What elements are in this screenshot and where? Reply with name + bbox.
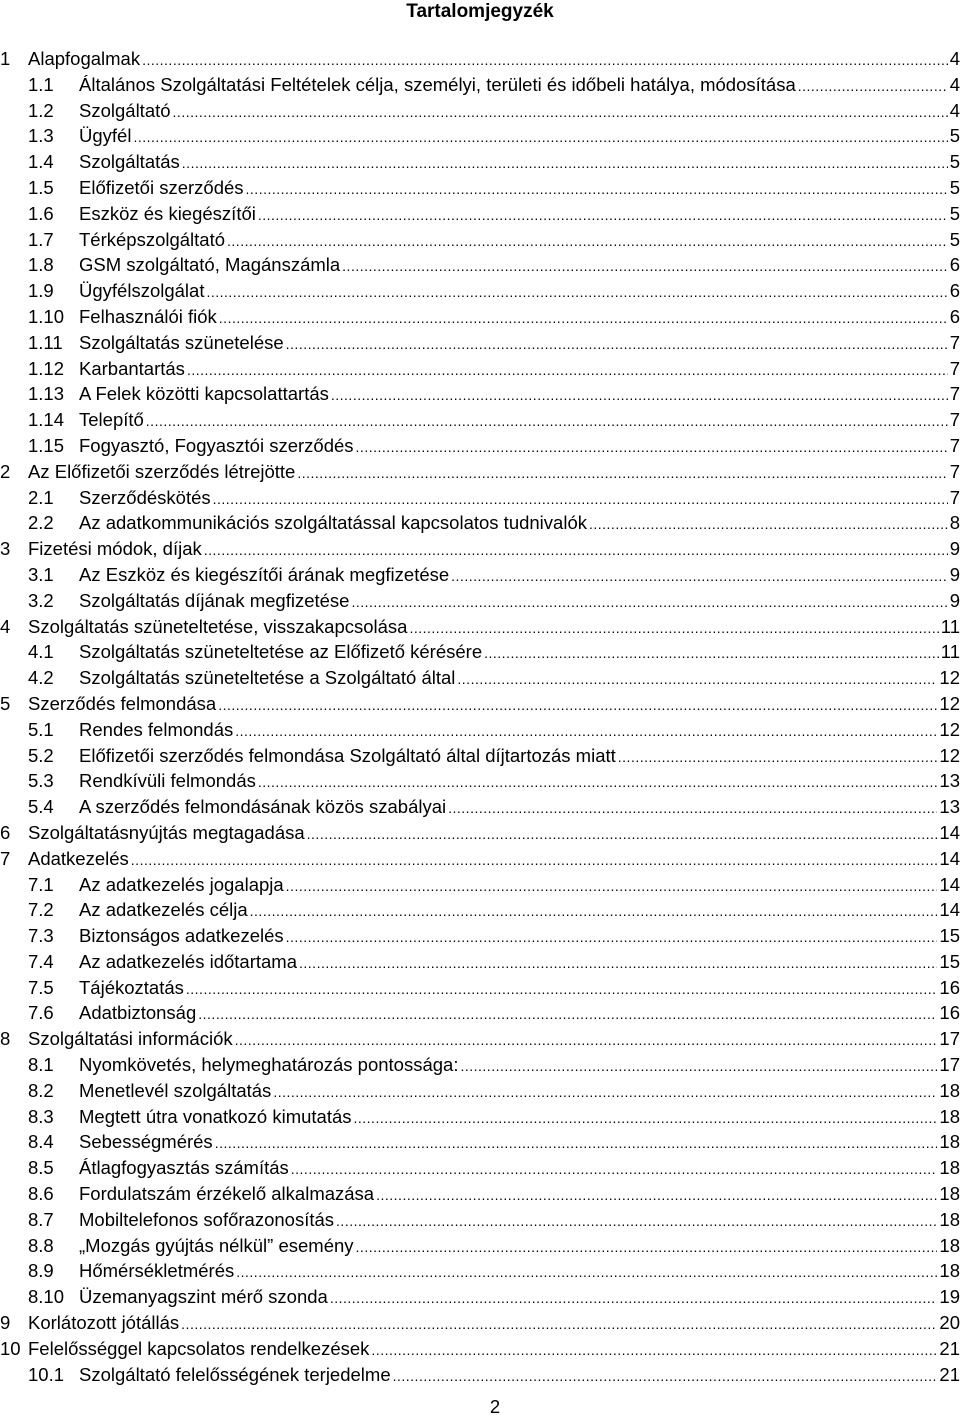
toc-entry[interactable] [0, 252, 960, 278]
toc-entry-number: 7.3 [28, 925, 54, 947]
toc-entry-title: Alapfogalmak [28, 48, 141, 69]
toc-entry-number: 3.1 [28, 563, 54, 585]
toc-entry-number: 3 [0, 538, 11, 560]
dot-leader [409, 616, 938, 642]
toc-entry-title: Az adatkezelés időtartama [79, 950, 298, 972]
toc-entry-page: 6 [949, 254, 960, 276]
toc-entry-title: Nyomkövetés, helymeghatározás pontossága: [79, 1054, 459, 1076]
dot-leader [206, 280, 947, 306]
toc-entry-page: 18 [939, 1260, 960, 1282]
dot-leader [218, 693, 937, 719]
toc-entry-title: Szolgáltatás szünetelése [79, 331, 284, 353]
toc-entry-number: 7.6 [28, 1002, 54, 1024]
dot-leader [250, 899, 938, 925]
toc-entry-title: Adatbiztonság [79, 1002, 197, 1024]
toc-entry-number: 4 [0, 615, 11, 637]
toc-entry-number: 8.3 [28, 1105, 54, 1127]
toc-entry-page: 12 [939, 692, 960, 714]
toc-entry-number: 8.8 [28, 1234, 54, 1256]
toc-entry-number: 1.7 [28, 228, 54, 250]
toc-entry-title: Telepítő [79, 409, 144, 431]
toc-entry-number: 1.15 [28, 434, 65, 456]
toc-entry-title: Átlagfogyasztás számítás [79, 1157, 289, 1179]
toc-entry-number: 8.9 [28, 1260, 54, 1282]
toc-entry-page: 7 [949, 486, 960, 508]
toc-entry[interactable] [0, 1233, 960, 1259]
toc-entry[interactable] [0, 923, 960, 949]
toc-entry-title: Szerződés felmondása [28, 692, 217, 714]
dot-leader [376, 1183, 937, 1209]
toc-entry-number: 5.2 [28, 744, 54, 766]
toc-entry-title: Szolgáltató felelősségének terjedelme [79, 1363, 391, 1385]
toc-entry[interactable] [0, 1284, 960, 1310]
toc-entry-number: 10.1 [28, 1363, 65, 1385]
toc-entry[interactable] [0, 614, 960, 640]
dot-leader [273, 1080, 937, 1106]
dot-leader [187, 358, 948, 384]
toc-entry-title: Felelősséggel kapcsolatos rendelkezések [28, 1337, 370, 1359]
dot-leader [297, 461, 947, 487]
toc-entry-page: 16 [939, 976, 960, 998]
dot-leader [393, 1364, 938, 1390]
dot-leader [142, 48, 948, 74]
toc-entry-number: 7.1 [28, 873, 54, 895]
toc-entry-number: 1.10 [28, 305, 65, 327]
toc-entry-page: 7 [949, 331, 960, 353]
toc-entry-title: Ügyfélszolgálat [79, 280, 205, 302]
toc-entry-page: 12 [939, 744, 960, 766]
dot-leader [186, 977, 938, 1003]
toc-entry-number: 8.6 [28, 1183, 54, 1205]
dot-leader [356, 1235, 938, 1261]
toc-entry[interactable] [0, 743, 960, 769]
toc-entry-title: Üzemanyagszint mérő szonda [79, 1286, 328, 1308]
toc-entry[interactable] [0, 949, 960, 975]
toc-entry-number: 1.14 [28, 409, 65, 431]
dot-leader [219, 306, 948, 332]
toc-entry[interactable] [0, 1181, 960, 1207]
toc-entry-title: Felhasználói fiók [79, 305, 217, 327]
dot-leader [451, 564, 948, 590]
toc-entry[interactable] [0, 588, 960, 614]
toc-entry[interactable] [0, 1336, 960, 1362]
toc-entry[interactable] [0, 330, 960, 356]
toc-entry[interactable] [0, 356, 960, 382]
toc-entry[interactable] [0, 639, 960, 665]
dot-leader [798, 74, 948, 100]
toc-entry-page: 4 [949, 73, 960, 95]
dot-leader [286, 874, 938, 900]
toc-entry-page: 15 [939, 950, 960, 972]
toc-entry-number: 5 [0, 692, 11, 714]
toc-entry-title: Szolgáltatás szüneteltetése a Szolgáltató által [79, 667, 456, 689]
toc-entry[interactable] [0, 485, 960, 511]
toc-entry-number: 5.1 [28, 718, 54, 740]
toc-title: Tartalomjegyzék [406, 1, 554, 22]
toc-entry-number: 4.2 [28, 667, 54, 689]
toc-entry-page: 9 [949, 589, 960, 611]
toc-entry-number: 1.5 [28, 176, 54, 198]
toc-entry-page: 5 [949, 151, 960, 173]
toc-entry-number: 1.12 [28, 357, 65, 379]
toc-entry-title: Menetlevél szolgáltatás [79, 1079, 272, 1101]
toc-entry[interactable] [0, 1078, 960, 1104]
toc-entry-title: Sebességmérés [79, 1131, 213, 1153]
toc-entry-page: 14 [939, 821, 960, 843]
toc-entry[interactable] [0, 1310, 960, 1336]
toc-entry-page: 9 [949, 538, 960, 560]
toc-entry-page: 18 [939, 1157, 960, 1179]
toc-entry-title: Szolgáltató [79, 99, 171, 121]
dot-leader [215, 1131, 938, 1157]
toc-entry-title: Fogyasztó, Fogyasztói szerződés [79, 434, 354, 456]
dot-leader [356, 435, 948, 461]
toc-entry[interactable] [0, 1000, 960, 1026]
toc-list [0, 46, 960, 1387]
toc-entry-page: 14 [939, 899, 960, 921]
toc-entry-page: 11 [940, 615, 960, 637]
toc-entry-page: 18 [939, 1183, 960, 1205]
toc-entry-page: 4 [949, 99, 960, 121]
dot-leader [589, 512, 948, 538]
toc-entry-page: 14 [939, 847, 960, 869]
toc-entry[interactable] [0, 72, 960, 98]
toc-entry[interactable] [0, 98, 960, 124]
toc-entry-number: 4.1 [28, 641, 54, 663]
toc-entry[interactable] [0, 1258, 960, 1284]
toc-entry[interactable] [0, 975, 960, 1001]
dot-leader [460, 1054, 937, 1080]
toc-entry[interactable] [0, 1207, 960, 1233]
toc-entry-title: Szolgáltatás [79, 151, 180, 173]
toc-entry-number: 8.1 [28, 1054, 54, 1076]
toc-entry-page: 7 [949, 383, 960, 405]
toc-entry[interactable] [0, 175, 960, 201]
toc-entry[interactable] [0, 304, 960, 330]
dot-leader [286, 925, 938, 951]
dot-leader [181, 1312, 937, 1338]
toc-entry[interactable] [0, 1129, 960, 1155]
dot-leader [291, 1157, 938, 1183]
toc-entry-page: 7 [949, 357, 960, 379]
toc-entry-page: 7 [949, 434, 960, 456]
toc-entry-page: 11 [940, 641, 960, 663]
dot-leader [351, 590, 947, 616]
dot-leader [235, 719, 937, 745]
toc-entry-title: Biztonságos adatkezelés [79, 925, 284, 947]
toc-entry[interactable] [0, 1362, 960, 1388]
toc-entry-page: 15 [939, 925, 960, 947]
dot-leader [236, 1260, 937, 1286]
dot-leader [246, 177, 948, 203]
toc-entry-page: 16 [939, 1002, 960, 1024]
toc-entry-number: 10 [0, 1337, 21, 1359]
toc-entry[interactable] [0, 691, 960, 717]
toc-entry-page: 5 [949, 176, 960, 198]
toc-entry-page: 8 [949, 512, 960, 534]
dot-leader [371, 1338, 937, 1364]
toc-entry[interactable] [0, 227, 960, 253]
toc-entry-title: Az Eszköz és kiegészítői árának megfizetése [79, 563, 450, 585]
toc-entry[interactable] [0, 149, 960, 175]
toc-entry-title: GSM szolgáltató, Magánszámla [79, 254, 341, 276]
toc-entry[interactable] [0, 820, 960, 846]
toc-entry-page: 14 [939, 873, 960, 895]
toc-entry-page: 20 [939, 1312, 960, 1334]
toc-entry-page: 9 [949, 563, 960, 585]
toc-entry[interactable] [0, 1155, 960, 1181]
dot-leader [227, 229, 948, 255]
toc-entry-page: 18 [939, 1234, 960, 1256]
toc-entry-title: Az adatkezelés célja [79, 899, 248, 921]
toc-entry[interactable] [0, 123, 960, 149]
toc-entry-title: Szolgáltatás szüneteltetése, visszakapcsolása [28, 615, 408, 637]
toc-entry[interactable] [0, 278, 960, 304]
toc-entry-number: 8.2 [28, 1079, 54, 1101]
toc-entry-number: 5.3 [28, 770, 54, 792]
toc-entry-number: 2.1 [28, 486, 54, 508]
toc-entry[interactable] [0, 510, 960, 536]
toc-entry[interactable] [0, 717, 960, 743]
toc-entry-title: Megtett útra vonatkozó kimutatás [79, 1105, 352, 1127]
dot-leader [618, 745, 938, 771]
toc-entry[interactable] [0, 768, 960, 794]
dot-leader [286, 332, 948, 358]
toc-entry[interactable] [0, 536, 960, 562]
toc-entry-number: 1.1 [28, 73, 54, 95]
toc-entry[interactable] [0, 846, 960, 872]
toc-entry[interactable] [0, 46, 960, 72]
dot-leader [330, 1286, 938, 1312]
toc-entry-number: 1.3 [28, 125, 54, 147]
toc-entry-number: 3.2 [28, 589, 54, 611]
toc-entry-number: 7.4 [28, 950, 54, 972]
toc-entry-page: 7 [949, 460, 960, 482]
dot-leader [146, 409, 948, 435]
toc-entry-number: 1.13 [28, 383, 65, 405]
dot-leader [131, 848, 938, 874]
toc-entry[interactable] [0, 433, 960, 459]
toc-entry-title: Adatkezelés [28, 847, 129, 869]
dot-leader [354, 1106, 938, 1132]
toc-entry-title: Térképszolgáltató [79, 228, 226, 250]
toc-entry-title: „Mozgás gyújtás nélkül” esemény [79, 1234, 354, 1256]
toc-entry[interactable] [0, 562, 960, 588]
toc-entry-number: 8.10 [28, 1286, 65, 1308]
dot-leader [133, 125, 947, 151]
dot-leader [204, 538, 948, 564]
toc-entry-number: 8.7 [28, 1208, 54, 1230]
toc-entry-number: 5.4 [28, 796, 54, 818]
dot-leader [182, 151, 948, 177]
toc-entry-title: Fizetési módok, díjak [28, 538, 202, 560]
toc-entry-number: 7.2 [28, 899, 54, 921]
toc-entry-number: 8.4 [28, 1131, 54, 1153]
toc-entry-page: 13 [939, 796, 960, 818]
toc-entry-title: Az adatkommunikációs szolgáltatással kapcsolatos tudnivalók [79, 512, 587, 534]
toc-entry[interactable] [0, 381, 960, 407]
toc-entry[interactable] [0, 459, 960, 485]
toc-entry[interactable] [0, 1104, 960, 1130]
toc-entry-title: Karbantartás [79, 357, 185, 379]
dot-leader [307, 822, 938, 848]
toc-entry-title: Az Előfizetői szerződés létrejötte [28, 460, 296, 482]
toc-entry-page: 18 [939, 1079, 960, 1101]
toc-entry-title: Rendkívüli felmondás [79, 770, 256, 792]
toc-entry-number: 6 [0, 821, 11, 843]
toc-entry-page: 19 [939, 1286, 960, 1308]
toc-entry-page: 7 [949, 409, 960, 431]
toc-entry-title: A szerződés felmondásának közös szabályai [79, 796, 447, 818]
toc-entry-page: 17 [939, 1028, 960, 1050]
toc-entry-number: 1.2 [28, 99, 54, 121]
dot-leader [336, 1209, 937, 1235]
toc-entry-title: Általános Szolgáltatási Feltételek célja, személyi, területi és időbeli hatálya, módosítása [79, 73, 796, 95]
page-number: 2 [489, 1396, 501, 1417]
toc-entry-page: 18 [939, 1208, 960, 1230]
toc-entry-page: 5 [949, 202, 960, 224]
toc-entry-number: 8.5 [28, 1157, 54, 1179]
toc-entry[interactable] [0, 872, 960, 898]
toc-entry-title: Szolgáltatás szüneteltetése az Előfizető kérésére [79, 641, 483, 663]
dot-leader [258, 203, 948, 229]
toc-entry-title: Fordulatszám érzékelő alkalmazása [79, 1183, 375, 1205]
toc-entry-title: Ügyfél [79, 125, 132, 147]
toc-entry-number: 1 [0, 48, 11, 69]
toc-entry-number: 8 [0, 1028, 11, 1050]
toc-entry-number: 1.6 [28, 202, 54, 224]
toc-entry-title: Mobiltelefonos sofőrazonosítás [79, 1208, 335, 1230]
dot-leader [198, 1002, 937, 1028]
toc-entry-page: 12 [939, 667, 960, 689]
toc-entry-title: Szolgáltatás díjának megfizetése [79, 589, 350, 611]
toc-entry-number: 1.8 [28, 254, 54, 276]
toc-entry-title: Szolgáltatásnyújtás megtagadása [28, 821, 305, 843]
dot-leader [213, 487, 948, 513]
toc-entry-number: 7 [0, 847, 11, 869]
toc-entry[interactable] [0, 665, 960, 691]
toc-entry-page: 21 [939, 1363, 960, 1385]
toc-entry-number: 2.2 [28, 512, 54, 534]
dot-leader [299, 951, 937, 977]
toc-entry-title: Tájékoztatás [79, 976, 184, 998]
toc-entry-number: 2 [0, 460, 11, 482]
toc-entry-page: 13 [939, 770, 960, 792]
toc-entry-page: 17 [939, 1054, 960, 1076]
toc-entry-page: 5 [949, 125, 960, 147]
dot-leader [342, 254, 948, 280]
toc-entry-page: 6 [949, 280, 960, 302]
toc-entry-title: Előfizetői szerződés felmondása Szolgáltató által díjtartozás miatt [79, 744, 616, 766]
dot-leader [235, 1028, 938, 1054]
toc-entry[interactable] [0, 201, 960, 227]
toc-entry-number: 9 [0, 1312, 11, 1334]
toc-entry-title: Szerződéskötés [79, 486, 211, 508]
toc-entry-title: A Felek közötti kapcsolattartás [79, 383, 329, 405]
dot-leader [258, 770, 938, 796]
toc-entry[interactable] [0, 897, 960, 923]
toc-entry-title: Hőmérsékletmérés [79, 1260, 235, 1282]
dot-leader [457, 667, 937, 693]
toc-entry-page: 6 [949, 305, 960, 327]
toc-entry-page: 18 [939, 1105, 960, 1127]
toc-entry-number: 7.5 [28, 976, 54, 998]
toc-entry-page: 5 [949, 228, 960, 250]
toc-entry[interactable] [0, 794, 960, 820]
toc-entry-page: 21 [939, 1337, 960, 1359]
toc-entry-number: 1.4 [28, 151, 54, 173]
dot-leader [484, 641, 939, 667]
toc-entry-title: Előfizetői szerződés [79, 176, 244, 198]
dot-leader [331, 383, 948, 409]
toc-entry-title: Rendes felmondás [79, 718, 234, 740]
toc-entry-page: 12 [939, 718, 960, 740]
toc-entry-title: Eszköz és kiegészítői [79, 202, 256, 224]
toc-entry-page: 4 [949, 48, 960, 69]
toc-entry-number: 1.11 [28, 331, 63, 353]
dot-leader [448, 796, 937, 822]
toc-entry-title: Szolgáltatási információk [28, 1028, 233, 1050]
toc-entry-number: 1.9 [28, 280, 54, 302]
toc-entry-title: Az adatkezelés jogalapja [79, 873, 284, 895]
toc-entry[interactable] [0, 1052, 960, 1078]
toc-entry[interactable] [0, 1026, 960, 1052]
dot-leader [173, 100, 948, 126]
toc-entry-page: 18 [939, 1131, 960, 1153]
toc-entry-title: Korlátozott jótállás [28, 1312, 180, 1334]
toc-entry[interactable] [0, 407, 960, 433]
